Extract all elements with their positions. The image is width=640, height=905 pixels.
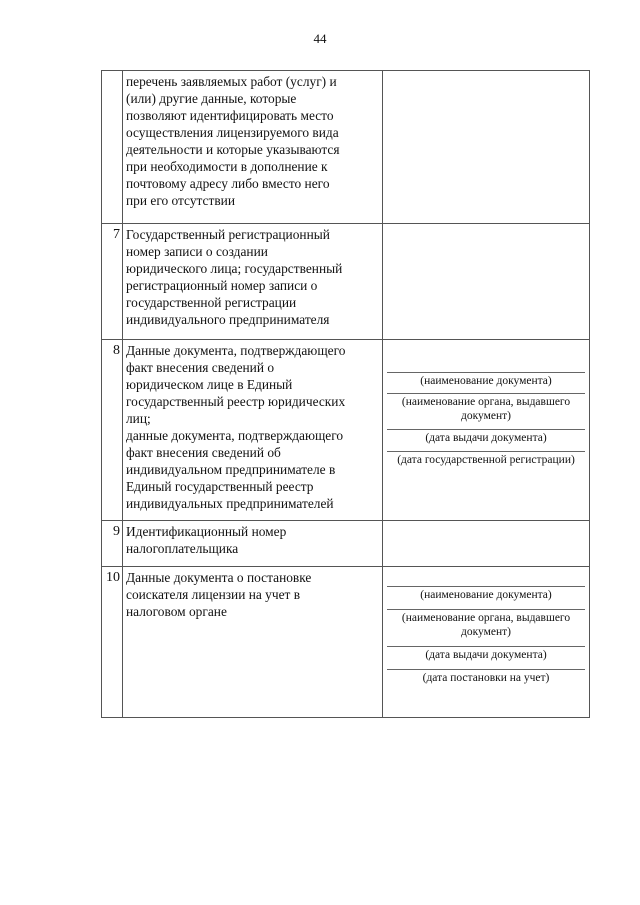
license-data-table [101, 70, 590, 718]
row-description: Данные документа, подтверждающего факт внесения сведений о юридическом лице в Единый государственный реестр юридических лиц; данные документа, подтверждающего факт внесения сведений об индивидуальном предпринимателе в Единый государственный реестр индивидуальных предпринимателей [126, 343, 346, 511]
value-cell [383, 567, 590, 718]
value-cell[interactable] [383, 521, 590, 567]
field-caption: (наименование органа, выдавшего документ) [401, 612, 571, 638]
field-caption: (дата государственной регистрации) [397, 454, 575, 466]
description-cell [123, 567, 383, 718]
row-number: 7 [113, 227, 120, 242]
row-description: Государственный регистрационный номер записи о создании юридического лица; государственный регистрационный номер записи о государственной регистрации индивидуального предпринимателя [126, 227, 343, 327]
value-cell [383, 340, 590, 521]
table-row [102, 567, 590, 718]
row-number-cell [102, 521, 123, 567]
field-caption: (наименование документа) [420, 589, 552, 601]
value-cell[interactable] [383, 224, 590, 340]
row-number: 8 [113, 343, 120, 358]
field-caption: (наименование органа, выдавшего документ) [401, 396, 571, 422]
field-caption: (дата выдачи документа) [425, 649, 547, 661]
field-caption: (дата постановки на учет) [422, 672, 550, 684]
row-number: 10 [106, 570, 120, 585]
row-number-cell [102, 71, 123, 224]
description-cell [123, 521, 383, 567]
row-number-cell [102, 340, 123, 521]
table-row [102, 71, 590, 224]
field-caption: (наименование документа) [420, 375, 552, 387]
document-name-field[interactable] [383, 340, 589, 372]
table-row [102, 224, 590, 340]
document-name-field[interactable] [383, 567, 589, 586]
row-description: Данные документа о постановке соискателя лицензии на учет в налоговом органе [126, 570, 312, 619]
row-number-cell [102, 224, 123, 340]
description-cell [123, 340, 383, 521]
row-number: 9 [113, 524, 120, 539]
page-number: 44 [313, 31, 327, 46]
row-number-cell [102, 567, 123, 718]
row-description: перечень заявляемых работ (услуг) и (или) другие данные, которые позволяют идентифицировать место осуществления лицензируемого вида деятельности и которые указываются при необходимости в дополнение к почтовому адресу либо вместо него при его отсутствии [126, 74, 340, 208]
table-row [102, 521, 590, 567]
table-row [102, 340, 590, 521]
row-description: Идентификационный номер налогоплательщика [126, 524, 287, 556]
value-cell[interactable] [383, 71, 590, 224]
row-number [102, 71, 122, 73]
description-cell [123, 71, 383, 224]
description-cell [123, 224, 383, 340]
field-caption: (дата выдачи документа) [425, 432, 547, 444]
